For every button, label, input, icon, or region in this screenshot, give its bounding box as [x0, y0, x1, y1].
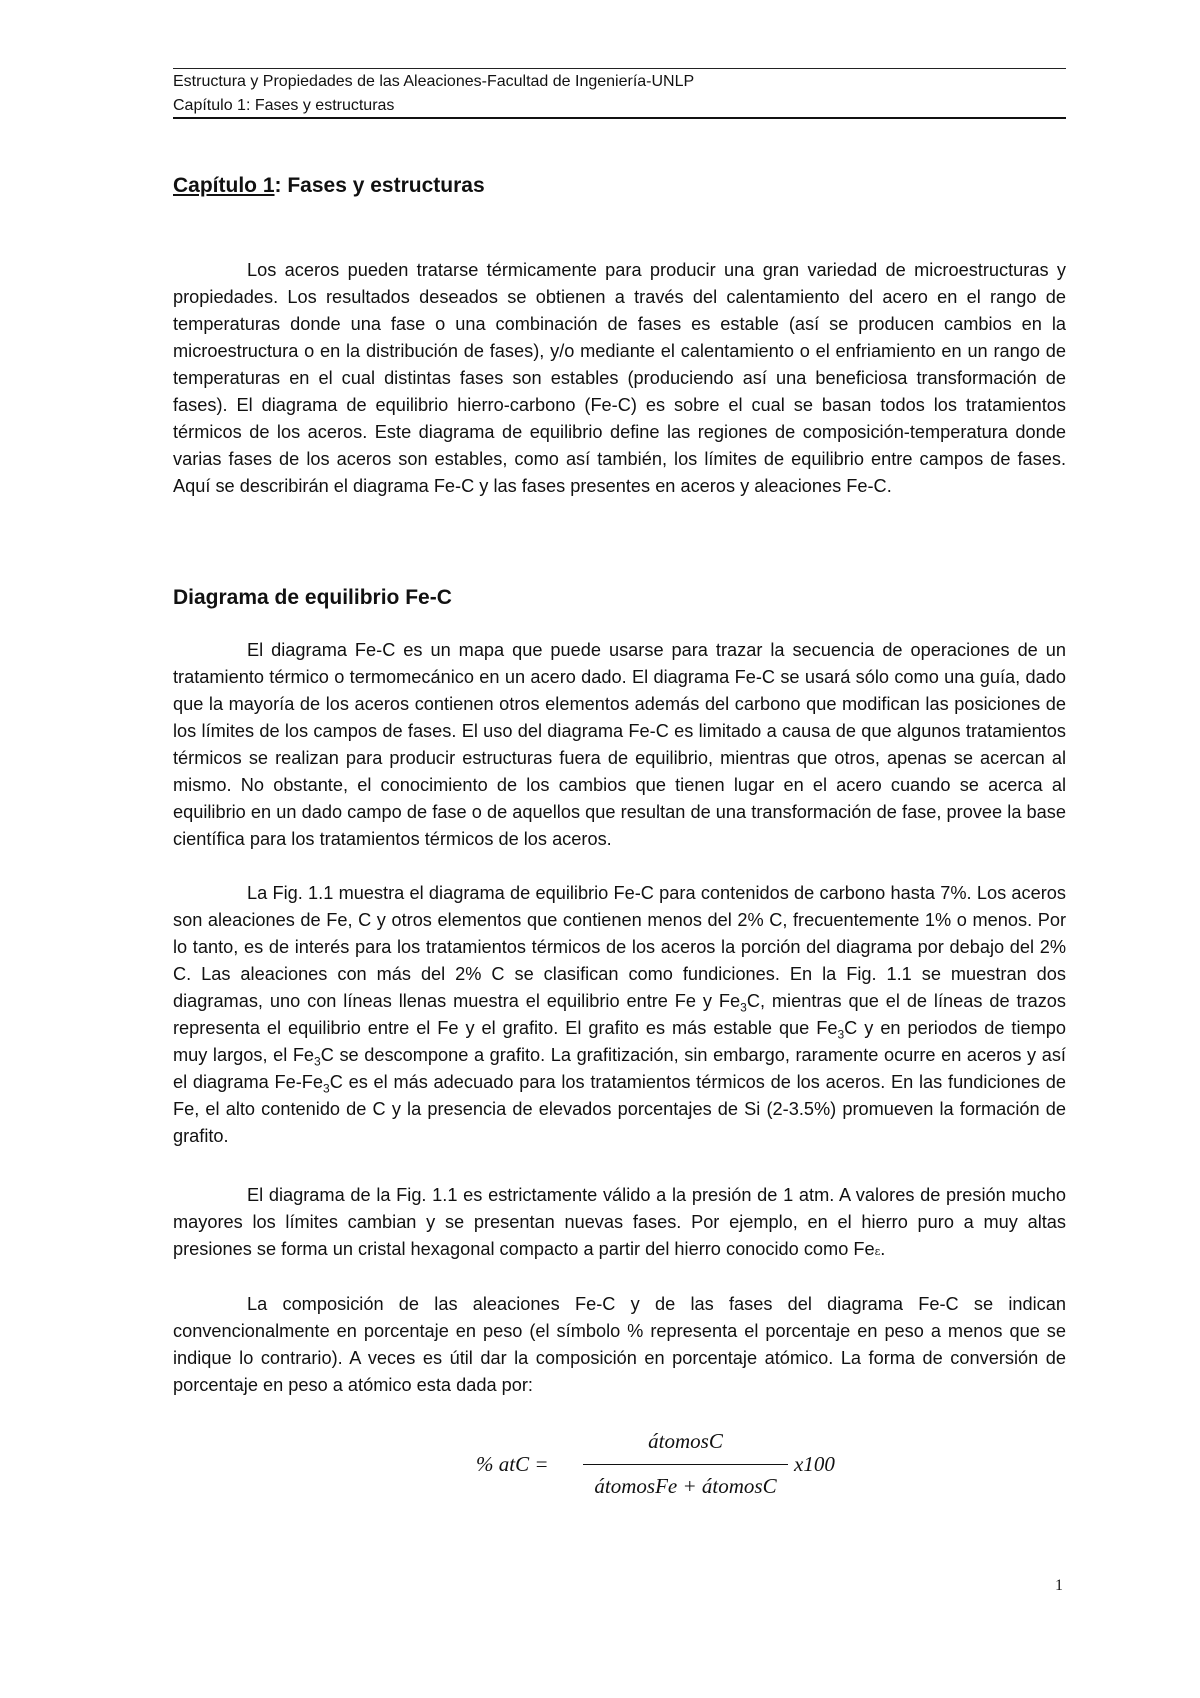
formula-multiplier: x100: [794, 1452, 835, 1476]
formula-fraction: [583, 1426, 788, 1501]
paragraph-fig-1-1-part5: C es el más adecuado para los tratamientos térmicos de los aceros. En las fundiciones de Fe, el alto contenido de C y la presencia de elevados porcentajes de Si (2-3.5%) promueven la formación de grafito.: [173, 1072, 1067, 1146]
section-title: Diagrama de equilibrio Fe-C: [173, 586, 452, 609]
atomic-percent-formula: [476, 1426, 856, 1506]
subscript-3: 3: [740, 1000, 747, 1015]
paragraph-fig-1-1-part1: La Fig. 1.1 muestra el diagrama de equilibrio Fe-C para contenidos de carbono hasta 7%. Los aceros son aleaciones de Fe, C y otros elementos que contienen menos del 2% C, frecuentemente 1% o menos. Por lo tanto, es de interés para los tratamientos térmicos de los aceros la porción del diagrama por debajo del 2% C. Las aleaciones con más del 2% C se clasifican como fundiciones. En la Fig. 1.1 se muestran dos diagramas, uno con líneas llenas muestra el equilibrio entre Fe y Fe: [173, 883, 1066, 1011]
paragraph-fe-c-map-text: El diagrama Fe-C es un mapa que puede usarse para trazar la secuencia de operaciones de un tratamiento térmico o termomecánico en un acero dado. El diagrama Fe-C se usará sólo como una guía, dado que la mayoría de los aceros contienen otros elementos además del carbono que modifican las posiciones de los límites de los campos de fases. El uso del diagrama Fe-C es limitado a causa de que algunos tratamientos térmicos se realizan para producir estructuras fuera de equilibrio, mientras que otros, apenas se acercan al mismo. No obstante, el conocimiento de los cambios que tienen lugar en el acero cuando se acerca al equilibrio en un dado campo de fase o de aquellos que resultan de una transformación de fase, provee la base científica para los tratamientos térmicos de los aceros.: [173, 640, 1066, 849]
paragraph-fig-1-1-part4: C se descompone a grafito. La grafitización, sin embargo, raramente ocurre en aceros y así el diagrama Fe-Fe: [173, 1045, 1066, 1092]
chapter-label: Capítulo 1: [173, 174, 275, 197]
formula-numerator: átomosC: [648, 1429, 723, 1453]
subscript-3: 3: [314, 1054, 321, 1069]
running-header-chapter: Capítulo 1: Fases y estructuras: [173, 97, 395, 114]
header-top-rule: [173, 68, 1066, 69]
chapter-name: Fases y estructuras: [287, 174, 485, 197]
formula-denominator: átomosFe + átomosC: [594, 1474, 777, 1498]
paragraph-composition-text: La composición de las aleaciones Fe-C y de las fases del diagrama Fe-C se indican convencionalmente en porcentaje en peso (el símbolo % representa el porcentaje en peso a menos que se indique lo contrario). A veces es útil dar la composición en porcentaje atómico. La forma de conversión de porcentaje en peso a atómico esta dada por:: [173, 1294, 1066, 1395]
chapter-title: [173, 174, 485, 198]
running-header-title: Estructura y Propiedades de las Aleaciones-Facultad de Ingeniería-UNLP: [173, 73, 695, 90]
paragraph-composition: [173, 1291, 1066, 1399]
paragraph-fe-c-map: [173, 637, 1066, 853]
fraction-bar: [583, 1464, 788, 1465]
paragraph-pressure-end: .: [880, 1239, 886, 1259]
header-bottom-rule: [173, 117, 1066, 119]
paragraph-pressure-text: El diagrama de la Fig. 1.1 es estrictamente válido a la presión de 1 atm. A valores de presión mucho mayores los límites cambian y se presentan nuevas fases. Por ejemplo, en el hierro puro a muy altas presiones se forma un cristal hexagonal compacto a partir del hierro conocido como Fe: [173, 1185, 1066, 1259]
epsilon-symbol: ε: [874, 1245, 881, 1258]
subscript-3: 3: [323, 1081, 330, 1096]
page-number: 1: [1055, 1577, 1063, 1594]
paragraph-pressure: [173, 1182, 1066, 1265]
paragraph-fig-1-1-part2: C, mientras que el de líneas de trazos representa el equilibrio entre el Fe y el grafito. El grafito es más estable que Fe: [173, 991, 1067, 1038]
formula-lhs: % atC =: [476, 1452, 549, 1476]
chapter-separator: :: [274, 174, 288, 197]
subscript-3: 3: [837, 1027, 845, 1042]
paragraph-fig-1-1: [173, 880, 1066, 1150]
paragraph-fig-1-1-part3: C y en periodos de tiempo muy largos, el Fe: [173, 1018, 1067, 1065]
intro-paragraph: [173, 257, 1066, 500]
intro-paragraph-text: Los aceros pueden tratarse térmicamente para producir una gran variedad de microestructuras y propiedades. Los resultados deseados se obtienen a través del calentamiento del acero en el rango de temperaturas donde una fase o una combinación de fases es estable (así se producen cambios en la microestructura o en la distribución de fases), y/o mediante el calentamiento o el enfriamiento en un rango de temperaturas en el cual distintas fases son estables (produciendo así una beneficiosa transformación de fases). El diagrama de equilibrio hierro-carbono (Fe-C) es sobre el cual se basan todos los tratamientos térmicos de los aceros. Este diagrama de equilibrio define las regiones de composición-temperatura donde varias fases de los aceros son estables, como así también, los límites de equilibrio entre campos de fases. Aquí se describirán el diagrama Fe-C y las fases presentes en aceros y aleaciones Fe-C.: [173, 260, 1066, 496]
